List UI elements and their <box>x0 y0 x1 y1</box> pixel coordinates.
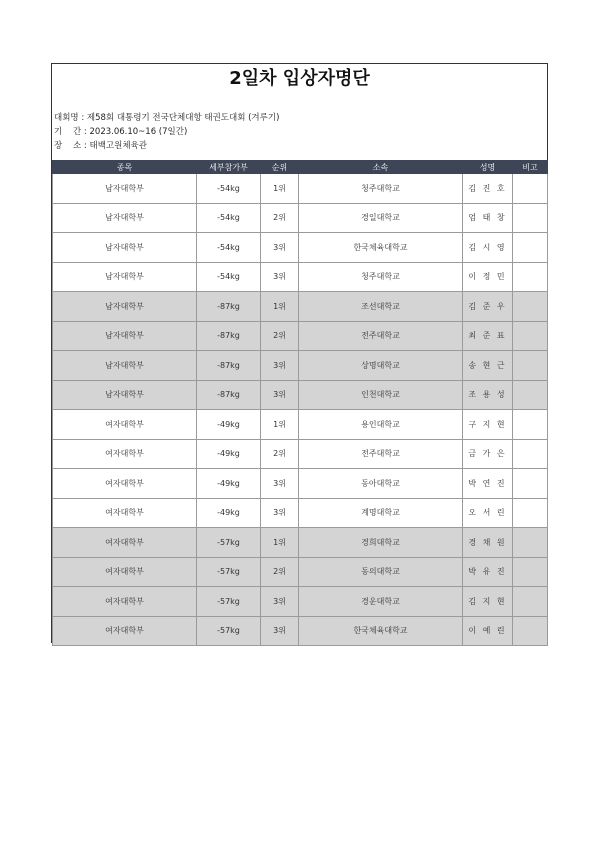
cell-event: 남자대학부 <box>53 351 197 381</box>
cell-name: 이 예 린 <box>463 616 513 646</box>
cell-event: 남자대학부 <box>53 203 197 233</box>
table-row <box>53 528 548 558</box>
cell-note <box>513 262 548 292</box>
header-division: 세부참가부 <box>197 161 261 174</box>
cell-rank: 2위 <box>261 439 299 469</box>
table-row <box>53 616 548 646</box>
cell-affiliation: 청주대학교 <box>299 262 463 292</box>
cell-note <box>513 292 548 322</box>
cell-rank: 1위 <box>261 410 299 440</box>
period-value: 2023.06.10~16 (7일간) <box>89 127 188 137</box>
cell-division: -87kg <box>197 292 261 322</box>
cell-affiliation: 한국체육대학교 <box>299 233 463 263</box>
cell-affiliation: 경희대학교 <box>299 528 463 558</box>
cell-note <box>513 439 548 469</box>
cell-division: -49kg <box>197 410 261 440</box>
period-info <box>54 125 187 137</box>
cell-affiliation: 용인대학교 <box>299 410 463 440</box>
cell-note <box>513 557 548 587</box>
cell-rank: 3위 <box>261 498 299 528</box>
cell-event: 남자대학부 <box>53 233 197 263</box>
cell-note <box>513 469 548 499</box>
header-event: 종목 <box>53 161 197 174</box>
table-row <box>53 380 548 410</box>
cell-rank: 1위 <box>261 292 299 322</box>
cell-note <box>513 528 548 558</box>
cell-rank: 3위 <box>261 380 299 410</box>
cell-name: 최 준 표 <box>463 321 513 351</box>
cell-affiliation: 청주대학교 <box>299 174 463 204</box>
cell-rank: 1위 <box>261 528 299 558</box>
cell-event: 여자대학부 <box>53 469 197 499</box>
table-row <box>53 292 548 322</box>
cell-note <box>513 174 548 204</box>
cell-affiliation: 계명대학교 <box>299 498 463 528</box>
cell-division: -57kg <box>197 557 261 587</box>
table-row <box>53 469 548 499</box>
cell-event: 남자대학부 <box>53 292 197 322</box>
cell-event: 여자대학부 <box>53 587 197 617</box>
cell-event: 남자대학부 <box>53 321 197 351</box>
table-row <box>53 174 548 204</box>
cell-division: -49kg <box>197 469 261 499</box>
cell-note <box>513 410 548 440</box>
cell-note <box>513 321 548 351</box>
cell-event: 남자대학부 <box>53 262 197 292</box>
cell-division: -49kg <box>197 498 261 528</box>
cell-event: 여자대학부 <box>53 410 197 440</box>
cell-division: -87kg <box>197 321 261 351</box>
cell-affiliation: 동아대학교 <box>299 469 463 499</box>
cell-name: 경 채 원 <box>463 528 513 558</box>
venue-label: 장 소 : <box>54 141 90 151</box>
header-note: 비고 <box>513 161 548 174</box>
cell-rank: 1위 <box>261 174 299 204</box>
cell-note <box>513 233 548 263</box>
cell-division: -54kg <box>197 262 261 292</box>
table-row <box>53 262 548 292</box>
cell-note <box>513 587 548 617</box>
cell-note <box>513 203 548 233</box>
cell-rank: 3위 <box>261 262 299 292</box>
table-row <box>53 351 548 381</box>
cell-name: 금 가 은 <box>463 439 513 469</box>
cell-affiliation: 전주대학교 <box>299 439 463 469</box>
cell-event: 여자대학부 <box>53 528 197 558</box>
cell-division: -57kg <box>197 587 261 617</box>
period-label: 기 간 : <box>54 127 90 137</box>
event-info <box>54 111 279 123</box>
venue-info <box>54 139 147 151</box>
cell-event: 남자대학부 <box>53 380 197 410</box>
page-title: 2일차 입상자명단 <box>229 68 370 89</box>
cell-name: 이 정 민 <box>463 262 513 292</box>
cell-affiliation: 한국체육대학교 <box>299 616 463 646</box>
cell-rank: 2위 <box>261 203 299 233</box>
header-affiliation: 소속 <box>299 161 463 174</box>
cell-name: 박 연 진 <box>463 469 513 499</box>
cell-note <box>513 498 548 528</box>
header-name: 성명 <box>463 161 513 174</box>
event-label: 대회명 : <box>54 113 87 123</box>
cell-division: -49kg <box>197 439 261 469</box>
results-sheet <box>51 63 548 643</box>
cell-event: 여자대학부 <box>53 439 197 469</box>
cell-division: -57kg <box>197 616 261 646</box>
cell-affiliation: 경운대학교 <box>299 587 463 617</box>
cell-name: 김 진 호 <box>463 174 513 204</box>
cell-rank: 3위 <box>261 469 299 499</box>
cell-note <box>513 380 548 410</box>
cell-rank: 3위 <box>261 587 299 617</box>
table-row <box>53 321 548 351</box>
cell-affiliation: 인천대학교 <box>299 380 463 410</box>
cell-affiliation: 상명대학교 <box>299 351 463 381</box>
cell-note <box>513 351 548 381</box>
cell-rank: 2위 <box>261 321 299 351</box>
cell-event: 여자대학부 <box>53 616 197 646</box>
cell-rank: 3위 <box>261 351 299 381</box>
cell-division: -54kg <box>197 203 261 233</box>
cell-name: 오 서 린 <box>463 498 513 528</box>
cell-event: 여자대학부 <box>53 498 197 528</box>
venue-value: 태백고원체육관 <box>89 141 147 151</box>
cell-name: 송 현 근 <box>463 351 513 381</box>
cell-name: 구 지 현 <box>463 410 513 440</box>
cell-note <box>513 616 548 646</box>
event-value: 제58회 대통령기 전국단체대항 태권도대회 (겨루기) <box>86 113 280 123</box>
cell-name: 박 유 진 <box>463 557 513 587</box>
table-row <box>53 410 548 440</box>
table-row <box>53 233 548 263</box>
table-row <box>53 439 548 469</box>
cell-affiliation: 전주대학교 <box>299 321 463 351</box>
cell-division: -87kg <box>197 351 261 381</box>
cell-name: 김 지 현 <box>463 587 513 617</box>
cell-division: -54kg <box>197 174 261 204</box>
cell-rank: 2위 <box>261 557 299 587</box>
cell-division: -87kg <box>197 380 261 410</box>
table-row <box>53 587 548 617</box>
table-header-row <box>53 161 548 174</box>
cell-event: 여자대학부 <box>53 557 197 587</box>
table-row <box>53 498 548 528</box>
cell-name: 김 준 우 <box>463 292 513 322</box>
winners-table <box>52 160 548 646</box>
cell-affiliation: 동의대학교 <box>299 557 463 587</box>
cell-event: 남자대학부 <box>53 174 197 204</box>
header-rank: 순위 <box>261 161 299 174</box>
cell-name: 엄 태 창 <box>463 203 513 233</box>
table-row <box>53 557 548 587</box>
cell-rank: 3위 <box>261 233 299 263</box>
table-row <box>53 203 548 233</box>
cell-affiliation: 조선대학교 <box>299 292 463 322</box>
cell-affiliation: 경일대학교 <box>299 203 463 233</box>
cell-division: -54kg <box>197 233 261 263</box>
cell-division: -57kg <box>197 528 261 558</box>
cell-name: 김 시 영 <box>463 233 513 263</box>
cell-name: 조 용 성 <box>463 380 513 410</box>
cell-rank: 3위 <box>261 616 299 646</box>
